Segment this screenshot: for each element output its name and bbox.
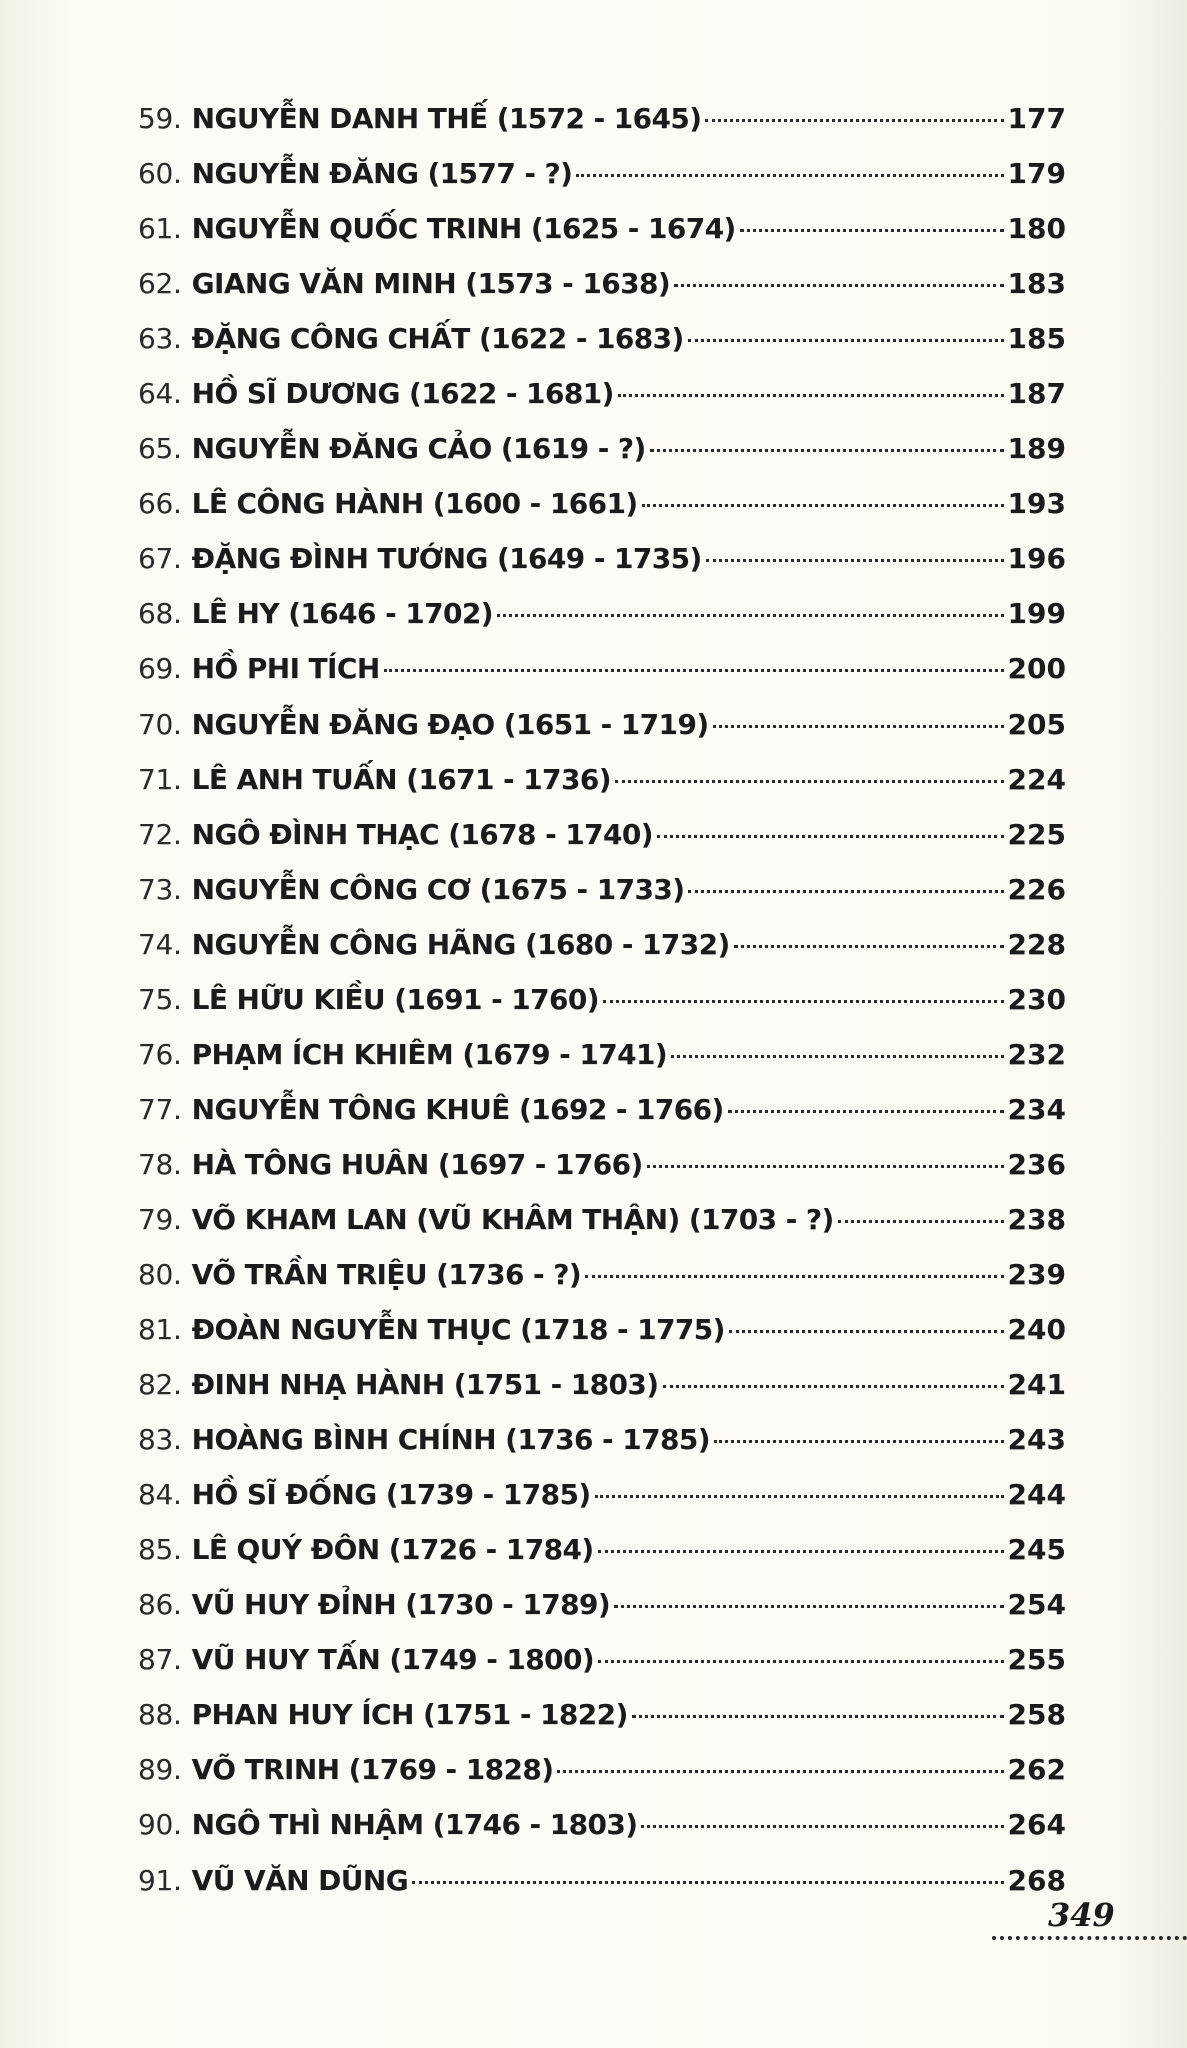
entry-page-number: 264 [1007, 1808, 1066, 1842]
toc-entry [138, 157, 1066, 212]
toc-entry [138, 1478, 1066, 1533]
entry-page-number: 226 [1007, 872, 1066, 906]
toc-entry [138, 1753, 1066, 1808]
entry-title: VŨ VĂN DŨNG [191, 1863, 409, 1897]
entry-title: ĐINH NHẠ HÀNH (1751 - 1803) [191, 1368, 659, 1402]
entry-page-number: 183 [1007, 267, 1066, 301]
footer-dotted-rule [992, 1936, 1187, 1940]
entry-number: 61. [138, 212, 182, 246]
entry-page-number: 240 [1007, 1313, 1066, 1347]
entry-page-number: 177 [1007, 102, 1066, 135]
entry-title: NGUYỄN ĐĂNG ĐẠO (1651 - 1719) [191, 707, 709, 741]
toc-entry [138, 377, 1066, 432]
entry-page-number: 254 [1007, 1588, 1066, 1622]
dot-leader [728, 1110, 1004, 1113]
entry-number: 75. [138, 982, 182, 1016]
entry-number: 65. [138, 432, 182, 466]
entry-page-number: 239 [1007, 1257, 1066, 1291]
toc-entry [138, 212, 1066, 267]
entry-number: 80. [138, 1257, 182, 1291]
toc-entry [138, 102, 1066, 157]
table-of-contents [138, 102, 1066, 1919]
toc-entry [138, 1864, 1066, 1919]
entry-page-number: 234 [1007, 1092, 1066, 1126]
toc-entry [138, 1588, 1066, 1643]
entry-page-number: 241 [1007, 1368, 1066, 1402]
entry-number: 77. [138, 1092, 182, 1126]
toc-entry [138, 708, 1066, 763]
entry-number: 68. [138, 597, 182, 631]
dot-leader [740, 229, 1004, 232]
dot-leader [598, 1660, 1003, 1663]
entry-title: NGÔ ĐÌNH THẠC (1678 - 1740) [191, 817, 653, 851]
page-number: 349 [1048, 1896, 1115, 1934]
entry-page-number: 262 [1007, 1753, 1066, 1787]
dot-leader [603, 1000, 1004, 1003]
entry-title: PHAN HUY ÍCH (1751 - 1822) [191, 1698, 628, 1732]
entry-title: VŨ HUY ĐỈNH (1730 - 1789) [191, 1588, 611, 1622]
entry-page-number: 189 [1007, 432, 1066, 466]
toc-entry [138, 873, 1066, 928]
entry-number: 71. [138, 762, 182, 796]
dot-leader [663, 1385, 1004, 1388]
entry-title: VŨ HUY TẤN (1749 - 1800) [191, 1643, 595, 1677]
toc-entry [138, 432, 1066, 487]
entry-title: VÕ TRẦN TRIỆU (1736 - ?) [191, 1257, 582, 1291]
toc-entry [138, 818, 1066, 873]
entry-page-number: 185 [1007, 322, 1066, 356]
toc-entry [138, 928, 1066, 983]
entry-number: 78. [138, 1147, 182, 1181]
entry-title: HOÀNG BÌNH CHÍNH (1736 - 1785) [191, 1423, 710, 1457]
entry-title: HỒ SĨ DƯƠNG (1622 - 1681) [191, 377, 614, 411]
entry-number: 81. [138, 1313, 182, 1347]
entry-number: 67. [138, 542, 182, 576]
entry-title: PHẠM ÍCH KHIÊM (1679 - 1741) [191, 1037, 668, 1071]
entry-number: 88. [138, 1698, 182, 1732]
toc-entry [138, 1808, 1066, 1863]
entry-number: 89. [138, 1753, 182, 1787]
dot-leader [614, 1605, 1003, 1608]
entry-title: LÊ HY (1646 - 1702) [191, 597, 493, 631]
toc-entry [138, 763, 1066, 818]
toc-entry [138, 1643, 1066, 1698]
entry-page-number: 224 [1007, 762, 1066, 796]
entry-number: 83. [138, 1423, 182, 1457]
toc-entry [138, 1698, 1066, 1753]
entry-page-number: 255 [1007, 1643, 1066, 1677]
dot-leader [641, 1825, 1003, 1828]
dot-leader [688, 339, 1004, 342]
entry-page-number: 243 [1007, 1423, 1066, 1457]
entry-title: VÕ KHAM LAN (VŨ KHÂM THẬN) (1703 - ?) [191, 1202, 834, 1236]
dot-leader [576, 174, 1003, 177]
dot-leader [674, 284, 1003, 287]
entry-page-number: 199 [1007, 597, 1066, 631]
entry-number: 70. [138, 707, 182, 741]
entry-number: 64. [138, 377, 182, 411]
entry-title: HÀ TÔNG HUÂN (1697 - 1766) [191, 1147, 643, 1181]
dot-leader [838, 1220, 1004, 1223]
entry-number: 66. [138, 487, 182, 521]
entry-title: LÊ HỮU KIỀU (1691 - 1760) [191, 982, 599, 1016]
toc-entry [138, 542, 1066, 597]
entry-page-number: 180 [1007, 212, 1066, 246]
entry-page-number: 245 [1007, 1533, 1066, 1567]
dot-leader [671, 1055, 1003, 1058]
entry-number: 86. [138, 1588, 182, 1622]
entry-number: 69. [138, 652, 182, 686]
page-footer [992, 1896, 1187, 1956]
entry-title: NGUYỄN ĐĂNG CẢO (1619 - ?) [191, 432, 646, 466]
dot-leader [705, 119, 1003, 122]
dot-leader [714, 1440, 1004, 1443]
dot-leader [657, 835, 1004, 838]
entry-page-number: 238 [1007, 1202, 1066, 1236]
toc-entry [138, 1423, 1066, 1478]
entry-title: NGÔ THÌ NHẬM (1746 - 1803) [191, 1808, 638, 1842]
toc-entry [138, 597, 1066, 652]
entry-page-number: 205 [1007, 707, 1066, 741]
dot-leader [595, 1495, 1004, 1498]
entry-title: NGUYỄN TÔNG KHUÊ (1692 - 1766) [191, 1092, 724, 1126]
entry-title: LÊ ANH TUẤN (1671 - 1736) [191, 762, 611, 796]
entry-page-number: 179 [1007, 157, 1066, 191]
entry-number: 60. [138, 157, 182, 191]
entry-number: 72. [138, 817, 182, 851]
entry-number: 90. [138, 1808, 182, 1842]
entry-number: 62. [138, 267, 182, 301]
toc-entry [138, 1148, 1066, 1203]
dot-leader [412, 1881, 1003, 1884]
dot-leader [729, 1330, 1004, 1333]
entry-title: ĐẶNG CÔNG CHẤT (1622 - 1683) [191, 322, 684, 356]
entry-page-number: 230 [1007, 982, 1066, 1016]
toc-entry [138, 1093, 1066, 1148]
entry-number: 85. [138, 1533, 182, 1567]
entry-page-number: 200 [1007, 652, 1066, 686]
entry-number: 76. [138, 1037, 182, 1071]
entry-title: HỒ PHI TÍCH [191, 652, 380, 686]
dot-leader [557, 1770, 1003, 1773]
dot-leader [598, 1550, 1004, 1553]
toc-entry [138, 1258, 1066, 1313]
toc-entry [138, 1313, 1066, 1368]
toc-entry [138, 1038, 1066, 1093]
toc-entry [138, 983, 1066, 1038]
entry-page-number: 196 [1007, 542, 1066, 576]
dot-leader [585, 1275, 1003, 1278]
dot-leader [734, 945, 1004, 948]
entry-number: 74. [138, 927, 182, 961]
entry-title: NGUYỄN DANH THẾ (1572 - 1645) [191, 102, 702, 135]
dot-leader [647, 1165, 1004, 1168]
entry-number: 87. [138, 1643, 182, 1677]
dot-leader [713, 725, 1004, 728]
entry-page-number: 236 [1007, 1147, 1066, 1181]
entry-title: NGUYỄN ĐĂNG (1577 - ?) [191, 157, 573, 191]
entry-number: 73. [138, 872, 182, 906]
dot-leader [706, 559, 1004, 562]
entry-number: 63. [138, 322, 182, 356]
entry-title: HỒ SĨ ĐỐNG (1739 - 1785) [191, 1478, 591, 1512]
entry-title: ĐOÀN NGUYỄN THỤC (1718 - 1775) [191, 1313, 725, 1347]
entry-title: ĐẶNG ĐÌNH TƯỚNG (1649 - 1735) [191, 542, 702, 576]
entry-number: 82. [138, 1368, 182, 1402]
entry-number: 91. [138, 1863, 182, 1897]
dot-leader [384, 669, 1004, 672]
dot-leader [615, 780, 1004, 783]
entry-title: LÊ QUÝ ĐÔN (1726 - 1784) [191, 1533, 594, 1567]
toc-entry [138, 1533, 1066, 1588]
dot-leader [497, 614, 1004, 617]
toc-entry [138, 267, 1066, 322]
entry-page-number: 225 [1007, 817, 1066, 851]
toc-entry [138, 1368, 1066, 1423]
entry-title: NGUYỄN CÔNG CƠ (1675 - 1733) [191, 872, 685, 906]
entry-number: 84. [138, 1478, 182, 1512]
entry-title: LÊ CÔNG HÀNH (1600 - 1661) [191, 487, 638, 521]
toc-entry [138, 1203, 1066, 1258]
toc-entry [138, 322, 1066, 377]
dot-leader [688, 890, 1003, 893]
entry-page-number: 187 [1007, 377, 1066, 411]
entry-page-number: 268 [1007, 1863, 1066, 1897]
entry-title: GIANG VĂN MINH (1573 - 1638) [191, 267, 671, 301]
entry-page-number: 228 [1007, 927, 1066, 961]
entry-page-number: 258 [1007, 1698, 1066, 1732]
entry-page-number: 244 [1007, 1478, 1066, 1512]
toc-entry [138, 652, 1066, 707]
entry-title: VÕ TRINH (1769 - 1828) [191, 1753, 554, 1787]
dot-leader [632, 1715, 1004, 1718]
dot-leader [618, 394, 1004, 397]
dot-leader [650, 449, 1004, 452]
entry-page-number: 193 [1007, 487, 1066, 521]
entry-title: NGUYỄN CÔNG HÃNG (1680 - 1732) [191, 927, 730, 961]
entry-title: NGUYỄN QUỐC TRINH (1625 - 1674) [191, 212, 736, 246]
toc-entry [138, 487, 1066, 542]
dot-leader [642, 504, 1004, 507]
entry-page-number: 232 [1007, 1037, 1066, 1071]
entry-number: 79. [138, 1202, 182, 1236]
entry-number: 59. [138, 102, 182, 135]
